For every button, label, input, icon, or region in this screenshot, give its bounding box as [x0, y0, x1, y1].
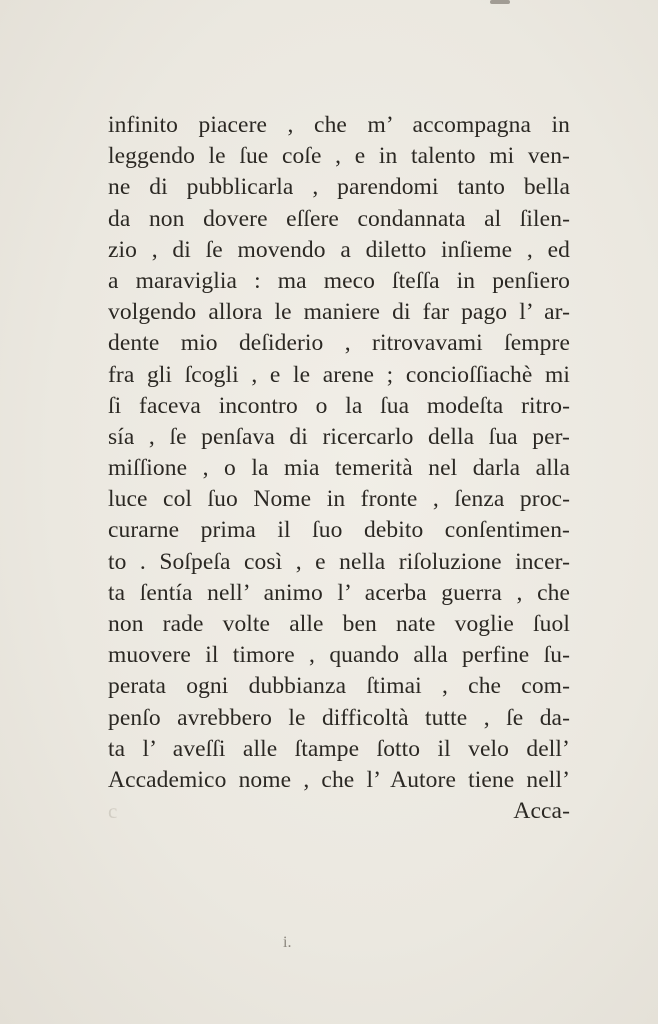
text-line: infinito piacere , che m’ accompagna in: [108, 112, 570, 138]
text-line: ta l’ aveſſi alle ſtampe ſotto il velo dell’: [108, 735, 570, 762]
text-line: ta ſentía nell’ animo l’ acerba guerra , che: [108, 579, 570, 606]
text-line: fra gli ſcogli , e le arene ; concioſſiachè mi: [108, 361, 570, 388]
text-line: ſi faceva incontro o la ſua modeſta ritro-: [108, 392, 570, 419]
text-line: volgendo allora le maniere di far pago l’ ar-: [108, 299, 570, 326]
text-line: luce col ſuo Nome in fronte , ſenza proc-: [108, 486, 570, 513]
text-line: muovere il timore , quando alla perfine ſu-: [108, 642, 570, 669]
text-line: leggendo le ſue coſe , e in talento mi ven-: [108, 143, 570, 170]
text-line: sía , ſe penſava di ricercarlo della ſua per-: [108, 423, 570, 450]
page-speck: i.: [283, 934, 292, 951]
catchword: Acca-: [513, 798, 570, 825]
text-line: dente mio deſiderio , ritrovavami ſempre: [108, 330, 570, 357]
text-line: Accademico nome , che l’ Autore tiene nell’: [108, 766, 570, 793]
text-line: zio , di ſe movendo a diletto inſieme , ed: [108, 236, 570, 263]
text-line: a maraviglia : ma meco ſteſſa in penſiero: [108, 267, 570, 294]
text-line: da non dovere eſſere condannata al ſilen-: [108, 205, 570, 232]
text-line: penſo avrebbero le difficoltà tutte , ſe da-: [108, 704, 570, 731]
text-line: perata ogni dubbianza ſtimai , che com-: [108, 673, 570, 700]
text-line: miſſione , o la mia temerità nel darla alla: [108, 455, 570, 482]
text-line: non rade volte alle ben nate voglie ſuol: [108, 611, 570, 637]
catchword-row: [108, 796, 570, 827]
text-line: ne di pubblicarla , parendomi tanto bella: [108, 174, 570, 201]
show-through-text: c: [108, 799, 118, 824]
text-line: to . Soſpeſa così , e nella riſoluzione incer-: [108, 548, 570, 575]
text-line: curarne prima il ſuo debito conſentimen-: [108, 517, 570, 544]
page-edge-mark: [490, 0, 510, 4]
body-text: [108, 110, 570, 827]
